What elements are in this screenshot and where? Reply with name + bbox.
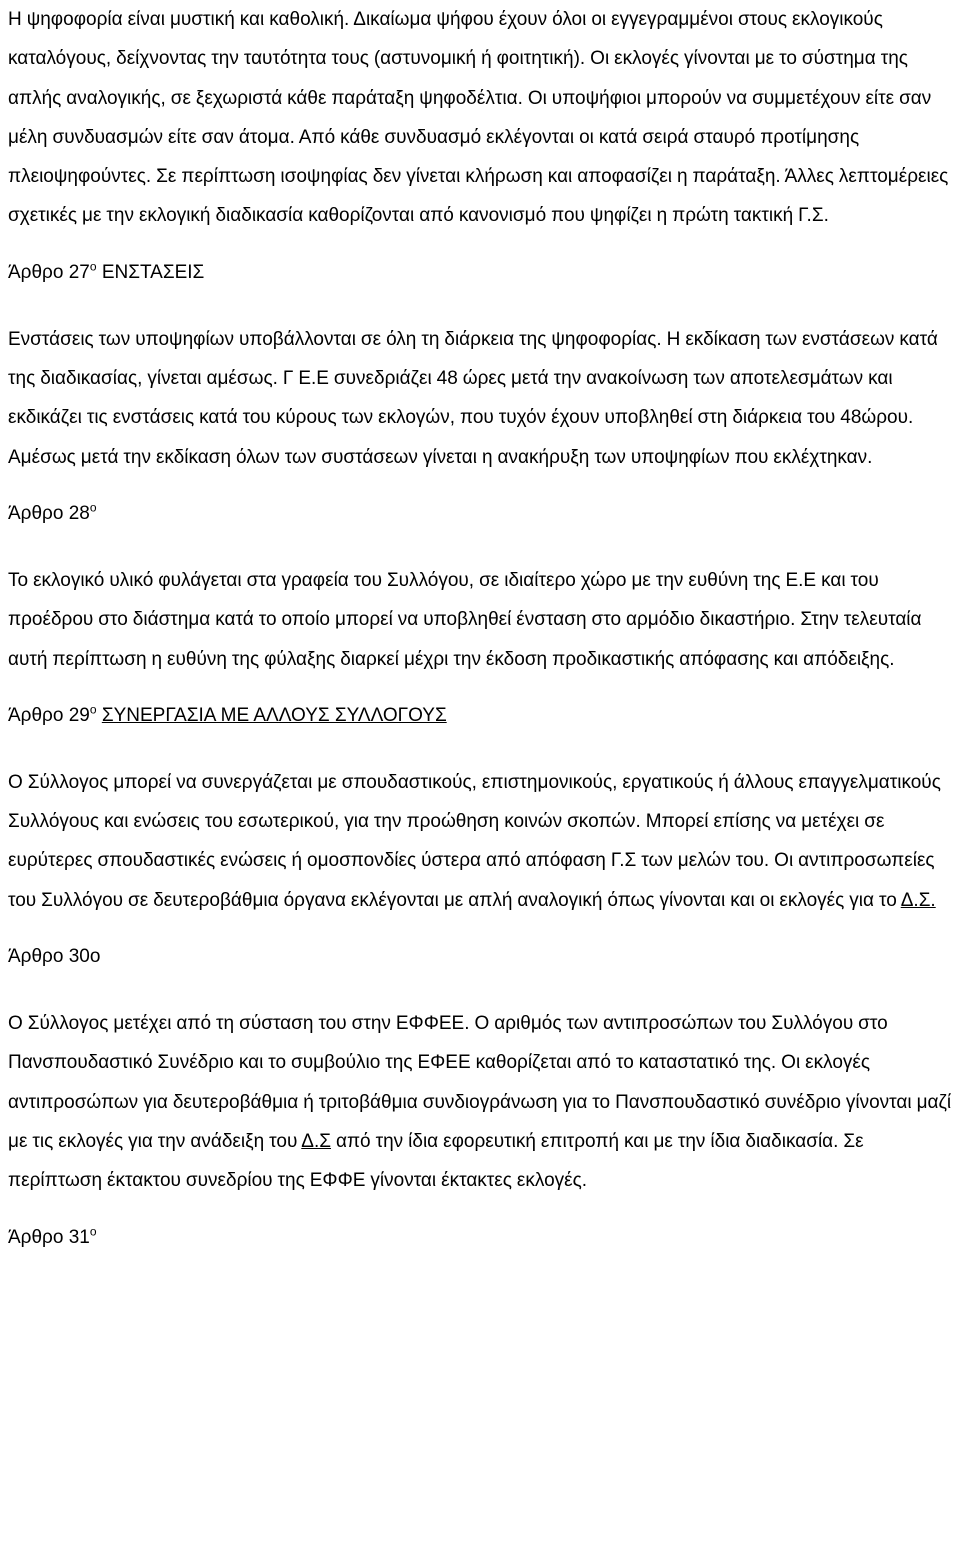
article-30-body-underlined: Δ.Σ — [301, 1130, 331, 1152]
article-30-body-end: από την ίδια εφορευτική επιτροπή και με την ίδια διαδικασία. Σε περίπτωση έκτακτου συνεδρίου της ΕΦΦΕ γίνονται έκτακτες εκλογές. — [8, 1130, 864, 1192]
article-29-body-underlined: Δ.Σ. — [900, 889, 936, 911]
article-29-body — [8, 763, 953, 920]
article-30-heading: Άρθρο 30ο — [8, 946, 101, 968]
article-27-body: Ενστάσεις των υποψηφίων υποβάλλονται σε όλη τη διάρκεια της ψηφοφορίας. Η εκδίκαση των ενστάσεων κατά της διαδικασίας, γίνεται αμέσως. Γ Ε.Ε συνεδριάζει 48 ώρες μετά την ανακοίνωση των αποτελεσμάτων και εκδικάζει τις ενστάσεις κατά του κύρους των εκλογών, που τυχόν έχουν υποβληθεί στη διάρκεια του 48ώρου. Αμέσως μετά την εκδίκαση όλων των συστάσεων γίνεται η ανακήρυξη των υποψηφίων που εκλέχτηκαν. — [8, 328, 938, 468]
article-29-ordinal: ο — [89, 702, 97, 717]
article-28-heading — [8, 494, 953, 533]
article-28-ordinal: ο — [89, 500, 97, 515]
article-27-title: ΕΝΣΤΑΣΕΙΣ — [101, 261, 205, 283]
intro-paragraph: Η ψηφοφορία είναι μυστική και καθολική. Δικαίωμα ψήφου έχουν όλοι οι εγγεγραμμένοι στους εκλογικούς καταλόγους, δείχνοντας την ταυτότητα τους (αστυνομική ή φοιτητική). Οι εκλογές γίνονται με το σύστημα της απλής αναλογικής, σε ξεχωριστά κάθε παράταξη ψηφοδέλτια. Οι υποψήφιοι μπορούν να συμμετέχουν είτε σαν μέλη συνδυασμών είτε σαν άτομα. Από κάθε συνδυασμό εκλέγονται οι κατά σειρά σταυρό προτίμησης πλειοψηφούντες. Σε περίπτωση ισοψηφίας δεν γίνεται κλήρωση και αποφασίζει η παράταξη. Άλλες λεπτομέρειες σχετικές με την εκλογική διαδικασία καθορίζονται από κανονισμό που ψηφίζει η πρώτη τακτική Γ.Σ. — [8, 9, 949, 227]
article-31-prefix: Άρθρο 31 — [8, 1226, 90, 1248]
article-31-ordinal: ο — [89, 1224, 97, 1239]
article-27-prefix: Άρθρο 27 — [8, 261, 90, 283]
article-29-prefix: Άρθρο 29 — [8, 704, 90, 726]
article-30-body-main: Ο Σύλλογος μετέχει από τη σύσταση του στην ΕΦΦΕΕ. Ο αριθμός των αντιπροσώπων του Συλλόγου στο Πανσπουδαστικό Συνέδριο και το συμβούλιο της ΕΦΕΕ καθορίζεται από το καταστατικό της. Οι εκλογές αντιπροσώπων για δευτεροβάθμια ή τριτοβάθμια συνδιογράνωση για το Πανσπουδαστικό συνέδριο γίνονται μαζί με τις εκλογές για την ανάδειξη του — [8, 1013, 952, 1152]
document-page — [8, 0, 953, 1257]
article-28-body: Το εκλογικό υλικό φυλάγεται στα γραφεία του Συλλόγου, σε ιδιαίτερο χώρο με την ευθύνη της Ε.Ε και του προέδρου στο διάστημα κατά το οποίο μπορεί να υποβληθεί ένσταση στο αρμόδιο δικαστήριο. Στην τελευταία αυτή περίπτωση η ευθύνη της φύλαξης διαρκεί μέχρι την έκδοση προδικαστικής απόφασης και απόδειξης. — [8, 569, 922, 670]
article-29-body-main: Ο Σύλλογος μπορεί να συνεργάζεται με σπουδαστικούς, επιστημονικούς, εργατικούς ή άλλους επαγγελματικούς Συλλόγους και ενώσεις του εσωτερικού, για την προώθηση κοινών σκοπών. Μπορεί επίσης να μετέχει σε ευρύτερες σπουδαστικές ενώσεις ή ομοσπονδίες ύστερα από απόφαση Γ.Σ των μελών του. Οι αντιπροσωπείες του Συλλόγου σε δευτεροβάθμια όργανα εκλέγονται με απλή αναλογική όπως γίνονται και οι εκλογές για το — [8, 771, 941, 911]
article-27-ordinal: ο — [89, 259, 97, 274]
article-30-body — [8, 1004, 953, 1200]
article-29-title: ΣΥΝΕΡΓΑΣΙΑ ΜΕ ΑΛΛΟΥΣ ΣΥΛΛΟΓΟΥΣ — [101, 704, 447, 726]
article-31-heading — [8, 1218, 953, 1257]
article-28-prefix: Άρθρο 28 — [8, 502, 90, 524]
article-27-heading — [8, 253, 953, 292]
article-29-heading — [8, 696, 953, 735]
